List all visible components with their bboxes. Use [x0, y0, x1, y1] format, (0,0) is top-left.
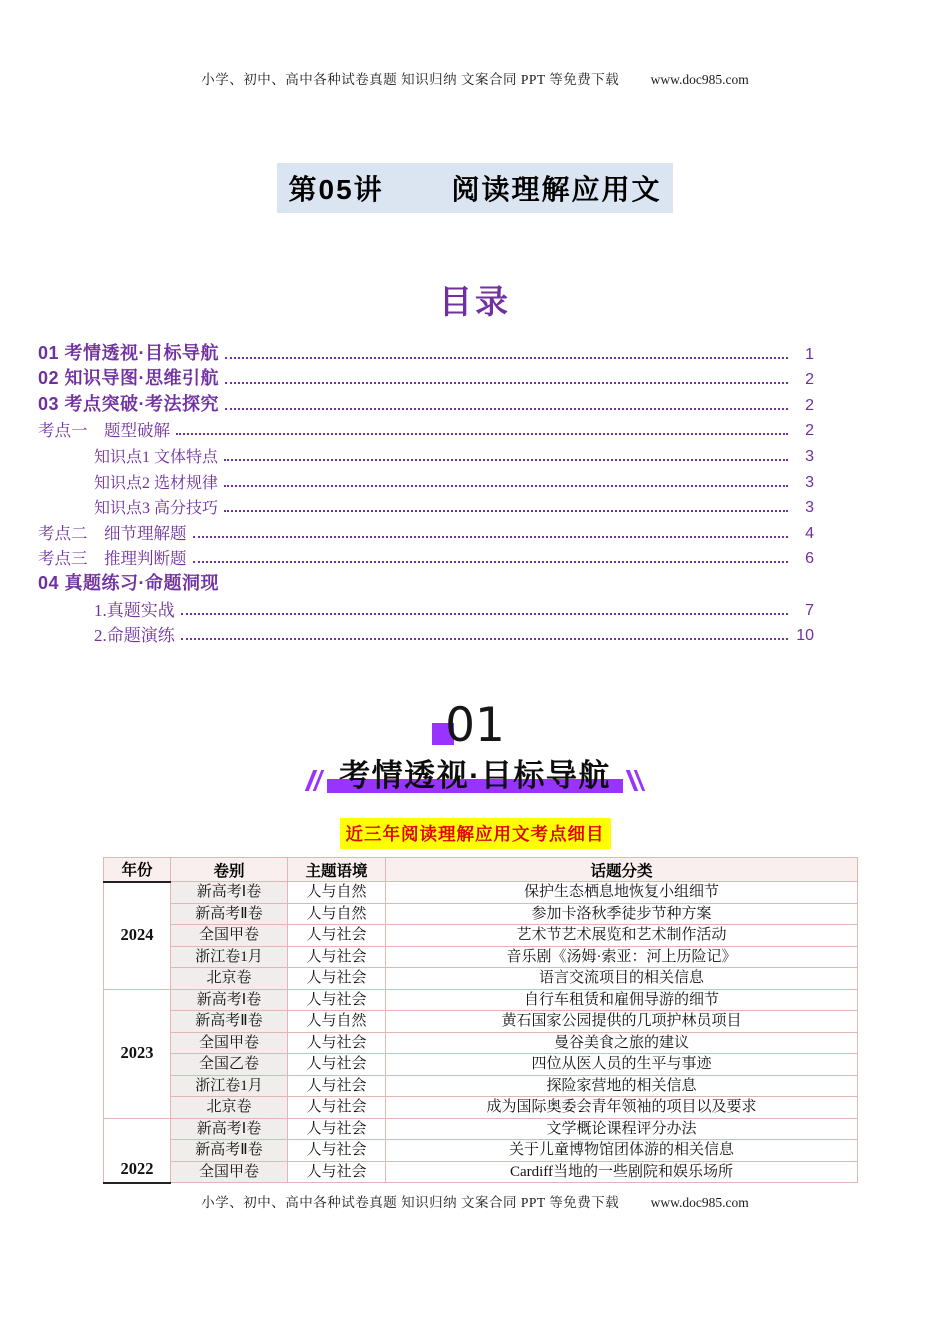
table-header-row	[104, 858, 858, 882]
table-row	[104, 1140, 858, 1162]
topic-cell: 保护生态栖息地恢复小组细节	[386, 882, 858, 904]
toc-row[interactable]	[38, 365, 814, 391]
toc-page-number: 2	[805, 422, 814, 440]
theme-cell: 人与自然	[288, 903, 386, 925]
toc-label: 04 真题练习·命题洞现	[38, 572, 220, 593]
paper-cell: 新高考Ⅰ卷	[171, 989, 288, 1011]
toc-page-number: 3	[805, 499, 814, 517]
section-number: 01	[445, 698, 505, 753]
section-subtitle-row	[0, 818, 950, 849]
topic-cell: 艺术节艺术展览和艺术制作活动	[386, 925, 858, 947]
toc-row[interactable]	[38, 595, 814, 621]
paper-cell: 新高考Ⅰ卷	[171, 1118, 288, 1140]
toc-row[interactable]	[38, 544, 814, 570]
topic-cell: 参加卡洛秋季徒步节种方案	[386, 903, 858, 925]
theme-cell: 人与社会	[288, 946, 386, 968]
column-header-3: 话题分类	[386, 858, 858, 882]
section-number-row	[0, 698, 950, 753]
year-cell: 2024	[104, 882, 171, 990]
toc-dotted-leader	[224, 510, 788, 512]
theme-cell: 人与社会	[288, 1097, 386, 1119]
table-row	[104, 989, 858, 1011]
exam-table-wrap	[103, 857, 858, 1184]
column-header-2: 主题语境	[288, 858, 386, 882]
table-row	[104, 1075, 858, 1097]
table-row	[104, 1118, 858, 1140]
toc-dotted-leader	[193, 536, 789, 538]
paper-cell: 新高考Ⅱ卷	[171, 1140, 288, 1162]
doc-title-highlight	[277, 163, 674, 213]
table-row	[104, 925, 858, 947]
topic-cell: 曼谷美食之旅的建议	[386, 1032, 858, 1054]
paper-cell: 全国甲卷	[171, 1032, 288, 1054]
topic-cell: 四位从医人员的生平与事迹	[386, 1054, 858, 1076]
toc-dotted-leader	[176, 433, 788, 435]
toc-page-number: 3	[805, 473, 814, 491]
toc-dotted-leader	[224, 485, 788, 487]
topic-cell: 探险家营地的相关信息	[386, 1075, 858, 1097]
topic-cell: 自行车租赁和雇佣导游的细节	[386, 989, 858, 1011]
toc-page-number: 10	[796, 627, 814, 645]
lesson-title: 阅读理解应用文	[451, 174, 662, 205]
toc-row[interactable]	[38, 621, 814, 647]
table-row	[104, 946, 858, 968]
doc-title-row	[0, 163, 950, 213]
toc-dotted-leader	[224, 459, 788, 461]
year-cell: 2022	[104, 1118, 171, 1183]
column-header-1: 卷别	[171, 858, 288, 882]
paper-cell: 新高考Ⅰ卷	[171, 882, 288, 904]
toc-page-number: 4	[805, 524, 814, 542]
toc-label: 1.真题实战	[94, 600, 175, 620]
toc-row[interactable]	[38, 518, 814, 544]
toc-dotted-leader	[181, 638, 788, 640]
theme-cell: 人与自然	[288, 882, 386, 904]
toc-label: 考点三 推理判断题	[38, 549, 187, 569]
paper-cell: 浙江卷1月	[171, 1075, 288, 1097]
table-row	[104, 1097, 858, 1119]
theme-cell: 人与自然	[288, 1011, 386, 1033]
toc-label: 知识点3 高分技巧	[94, 500, 219, 518]
paper-cell: 全国乙卷	[171, 1054, 288, 1076]
theme-cell: 人与社会	[288, 989, 386, 1011]
toc-page-number: 7	[805, 601, 814, 619]
double-slash-left-icon	[305, 770, 324, 791]
topic-cell: Cardiff当地的一些剧院和娱乐场所	[386, 1161, 858, 1183]
toc-row[interactable]	[38, 339, 814, 365]
toc-page-number: 2	[805, 371, 814, 389]
table-row	[104, 882, 858, 904]
toc-dotted-leader	[181, 613, 788, 615]
toc-row[interactable]	[38, 416, 814, 442]
section-title-wrap	[335, 757, 615, 794]
theme-cell: 人与社会	[288, 1032, 386, 1054]
section-subtitle: 近三年阅读理解应用文考点细目	[340, 818, 611, 849]
section-number-wrap	[445, 698, 505, 753]
exam-table-head	[104, 858, 858, 882]
topic-cell: 语言交流项目的相关信息	[386, 968, 858, 990]
toc-dotted-leader	[225, 382, 788, 384]
table-row	[104, 903, 858, 925]
toc-row[interactable]	[38, 441, 814, 467]
paper-cell: 浙江卷1月	[171, 946, 288, 968]
year-cell: 2023	[104, 989, 171, 1118]
toc-label: 03 考点突破·考法探究	[38, 393, 220, 414]
theme-cell: 人与社会	[288, 1118, 386, 1140]
toc-heading: 目录	[439, 283, 511, 320]
topic-cell: 黄石国家公园提供的几项护林员项目	[386, 1011, 858, 1033]
paper-cell: 全国甲卷	[171, 925, 288, 947]
toc-row[interactable]	[38, 493, 814, 519]
paper-cell: 北京卷	[171, 968, 288, 990]
footer-note-text: 小学、初中、高中各种试卷真题 知识归纳 文案合同 PPT 等免费下载	[201, 1195, 620, 1210]
theme-cell: 人与社会	[288, 968, 386, 990]
toc-row[interactable]	[38, 467, 814, 493]
theme-cell: 人与社会	[288, 1140, 386, 1162]
toc-label: 2.命题演练	[94, 626, 175, 646]
paper-cell: 新高考Ⅱ卷	[171, 903, 288, 925]
exam-table-body	[104, 882, 858, 1183]
header-site-url: www.doc985.com	[650, 72, 749, 87]
toc-page-number: 6	[805, 550, 814, 568]
toc-label: 知识点2 选材规律	[94, 474, 219, 492]
toc-page-number: 3	[805, 447, 814, 465]
theme-cell: 人与社会	[288, 1075, 386, 1097]
toc-row[interactable]	[38, 390, 814, 416]
topic-cell: 文学概论课程评分办法	[386, 1118, 858, 1140]
toc-label: 知识点1 文体特点	[94, 448, 219, 466]
toc-page-number: 2	[805, 396, 814, 414]
toc-label: 考点二 细节理解题	[38, 523, 187, 543]
page-header-note	[0, 68, 950, 88]
toc-dotted-leader	[225, 408, 788, 410]
lesson-number: 第05讲	[288, 174, 384, 205]
section-title: 考情透视·目标导航	[339, 758, 611, 793]
theme-cell: 人与社会	[288, 925, 386, 947]
column-header-0: 年份	[104, 858, 171, 882]
toc-label: 考点一 题型破解	[38, 421, 170, 441]
page-footer-note	[0, 1191, 950, 1211]
theme-cell: 人与社会	[288, 1054, 386, 1076]
section-title-row	[0, 757, 950, 794]
table-row	[104, 1054, 858, 1076]
toc-row[interactable]	[38, 569, 814, 595]
toc-label: 01 考情透视·目标导航	[38, 342, 220, 363]
toc-label: 02 知识导图·思维引航	[38, 368, 220, 389]
topic-cell: 关于儿童博物馆团体游的相关信息	[386, 1140, 858, 1162]
paper-cell: 新高考Ⅱ卷	[171, 1011, 288, 1033]
double-slash-right-icon	[626, 770, 645, 791]
theme-cell: 人与社会	[288, 1161, 386, 1183]
paper-cell: 北京卷	[171, 1097, 288, 1119]
toc-list	[38, 339, 814, 646]
topic-cell: 音乐剧《汤姆·索亚：河上历险记》	[386, 946, 858, 968]
exam-table	[103, 857, 858, 1184]
footer-site-url: www.doc985.com	[650, 1195, 749, 1210]
table-row	[104, 1161, 858, 1183]
toc-page-number: 1	[805, 345, 814, 363]
paper-cell: 全国甲卷	[171, 1161, 288, 1183]
toc-dotted-leader	[193, 561, 789, 563]
table-row	[104, 968, 858, 990]
table-row	[104, 1032, 858, 1054]
table-row	[104, 1011, 858, 1033]
topic-cell: 成为国际奥委会青年领袖的项目以及要求	[386, 1097, 858, 1119]
toc-dotted-leader	[225, 357, 788, 359]
header-note-text: 小学、初中、高中各种试卷真题 知识归纳 文案合同 PPT 等免费下载	[201, 72, 620, 87]
